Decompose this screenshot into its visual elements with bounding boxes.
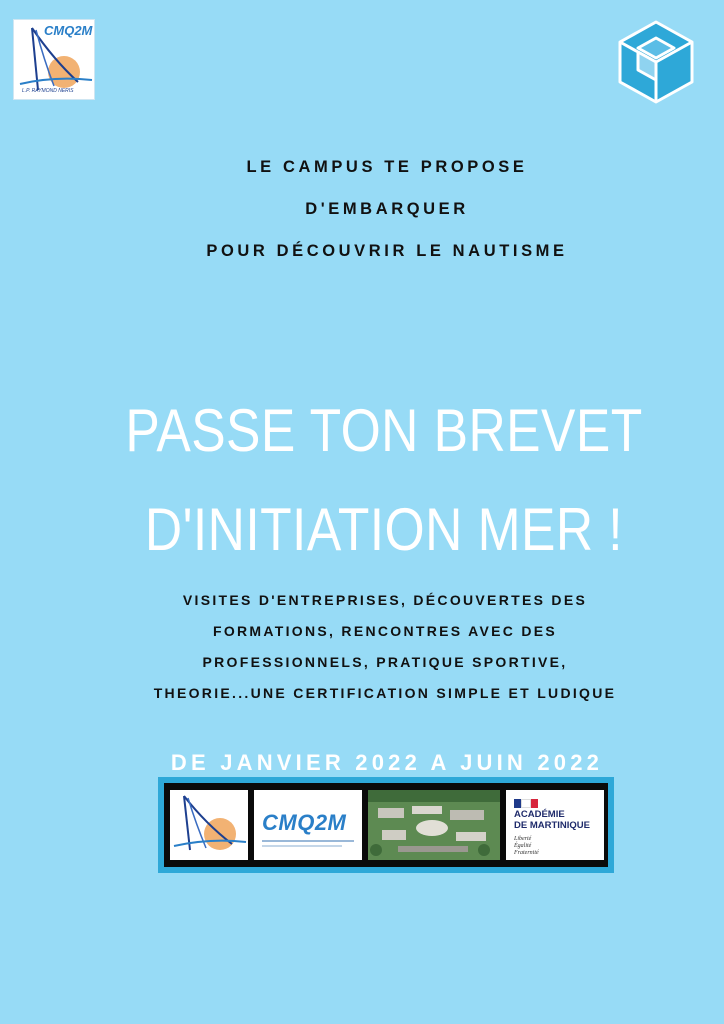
partner-logos-strip — [158, 777, 614, 873]
cmq2m-tagline-line — [262, 840, 354, 842]
academie-label — [514, 809, 590, 831]
description-line-3: PROFESSIONNELS, PRATIQUE SPORTIVE, — [202, 654, 568, 670]
date-range: DE JANVIER 2022 A JUIN 2022 — [170, 750, 604, 775]
description-text — [0, 585, 724, 709]
motto-liberte: Liberté — [514, 836, 532, 842]
academie-line-1: ACADÉMIE — [514, 809, 565, 820]
cmq2m-tagline-line-2 — [262, 845, 342, 847]
academie-line-2: DE MARTINIQUE — [514, 820, 590, 831]
lp-raymond-neris-logo — [170, 790, 248, 860]
intro-line-2: D'EMBARQUER — [305, 200, 469, 218]
intro-line-3: POUR DÉCOUVRIR LE NAUTISME — [206, 242, 568, 260]
campus-aerial-photo — [368, 790, 500, 860]
cube-logo-icon — [614, 18, 698, 104]
description-line-1: VISITES D'ENTREPRISES, DÉCOUVERTES DES — [182, 592, 588, 608]
school-logo — [13, 19, 95, 100]
cmq2m-logo-text: CMQ2M — [44, 23, 93, 38]
cmq2m-logo-label: CMQ2M — [262, 810, 347, 835]
motto-egalite: Égalité — [514, 843, 532, 849]
academie-martinique-logo — [506, 790, 604, 860]
french-flag-icon — [514, 799, 538, 808]
motto-fraternite: Fraternité — [514, 850, 539, 856]
description-line-2: FORMATIONS, RENCONTRES AVEC DES — [212, 623, 558, 639]
intro-text — [0, 146, 724, 272]
headline-line-1: PASSE TON BREVET — [125, 397, 643, 464]
republic-motto — [514, 836, 539, 857]
school-logo-subtitle: L.P. RAYMOND NERIS — [22, 88, 74, 94]
cmq2m-logo — [254, 790, 362, 860]
intro-line-1: LE CAMPUS TE PROPOSE — [246, 158, 528, 176]
description-line-4: THEORIE...UNE CERTIFICATION SIMPLE ET LUDIQUE — [153, 685, 617, 701]
headline-line-2: D'INITIATION MER ! — [144, 496, 624, 563]
partner-logos-inner — [164, 783, 608, 867]
